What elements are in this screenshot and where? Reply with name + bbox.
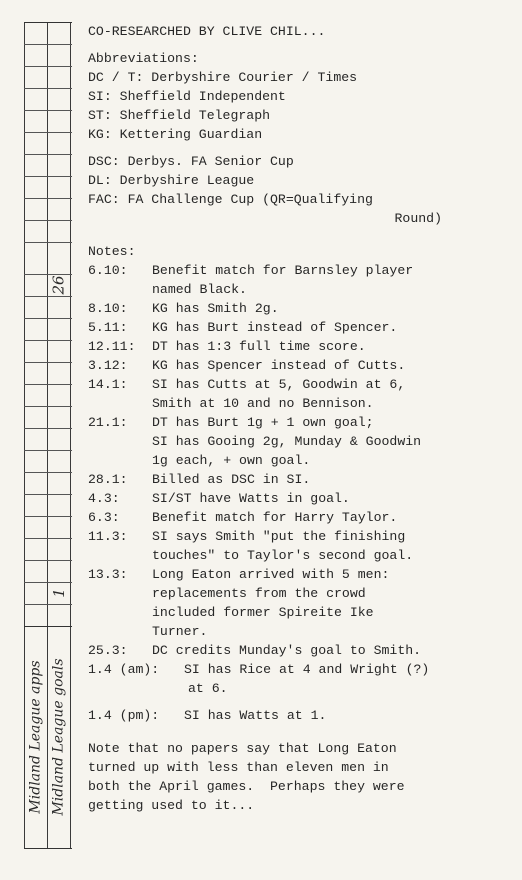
note-entry (88, 375, 508, 413)
note-text: KG has Smith 2g. (152, 301, 279, 316)
note-entry (88, 299, 508, 318)
note-date: 25.3: (88, 643, 128, 658)
note-date: 1.4 (pm): (88, 708, 160, 723)
grid-row-line (24, 538, 72, 539)
note-text: named Black. (152, 282, 247, 297)
note-date: 5.11: (88, 320, 128, 335)
abbrev-continuation: Round) (394, 211, 442, 226)
note-entry (88, 356, 508, 375)
abbrev-line: DL: Derbyshire League (88, 173, 255, 188)
grid-border-right (70, 22, 71, 848)
grid-row-line (24, 848, 72, 849)
note-text: touches" to Taylor's second goal. (152, 548, 414, 563)
typed-text (88, 22, 508, 815)
note-entry-am (88, 660, 508, 679)
note-entry (88, 413, 508, 470)
grid-row-line (24, 242, 72, 243)
closing-line: Note that no papers say that Long Eaton (88, 741, 397, 756)
closing-line: both the April games. Perhaps they were (88, 779, 405, 794)
goals-value-1: 1 (49, 588, 68, 598)
note-entry (88, 527, 508, 565)
note-text: at 6. (188, 681, 228, 696)
note-entry (88, 641, 508, 660)
note-text: DT has Burt 1g + 1 own goal; (152, 415, 374, 430)
closing-line: turned up with less than eleven men in (88, 760, 389, 775)
note-entry (88, 489, 508, 508)
note-text: replacements from the crowd (152, 586, 366, 601)
note-text: SI has Cutts at 5, Goodwin at 6, (152, 377, 406, 392)
note-text: Benefit match for Harry Taylor. (152, 510, 398, 525)
grid-row-line (24, 318, 72, 319)
abbrev-line: ST: Sheffield Telegraph (88, 108, 271, 123)
note-text: DC credits Munday's goal to Smith. (152, 643, 422, 658)
grid-row-line (24, 220, 72, 221)
note-entry (88, 318, 508, 337)
abbreviations-title: Abbreviations: (88, 51, 199, 66)
goals-cell-26 (47, 274, 70, 296)
note-text: KG has Burt instead of Spencer. (152, 320, 398, 335)
note-date: 6.3: (88, 510, 120, 525)
grid-row-line (24, 560, 72, 561)
goals-value-26: 26 (49, 275, 68, 295)
grid-row-line (24, 604, 72, 605)
note-text: SI says Smith "put the finishing (152, 529, 406, 544)
grid-row-line (24, 66, 72, 67)
note-date: 13.3: (88, 567, 128, 582)
note-entry (88, 565, 508, 641)
goals-cell-1 (47, 582, 70, 604)
note-text: SI has Watts at 1. (184, 708, 327, 723)
grid-row-line (24, 472, 72, 473)
note-text: SI has Rice at 4 and Wright (?) (184, 662, 430, 677)
note-text: SI has Gooing 2g, Munday & Goodwin (152, 434, 422, 449)
note-date: 21.1: (88, 415, 128, 430)
grid-row-line (24, 110, 72, 111)
note-date: 8.10: (88, 301, 128, 316)
note-date: 12.11: (88, 339, 136, 354)
apps-header-cell (24, 626, 47, 848)
note-text: Benefit match for Barnsley player (152, 263, 414, 278)
abbrev-line: SI: Sheffield Independent (88, 89, 286, 104)
stats-grid (24, 22, 72, 848)
note-date: 6.10: (88, 263, 128, 278)
grid-row-line (24, 384, 72, 385)
closing-line: getting used to it... (88, 798, 255, 813)
grid-row-line (24, 406, 72, 407)
grid-row-line (24, 494, 72, 495)
note-entry (88, 337, 508, 356)
abbrev-line: DC / T: Derbyshire Courier / Times (88, 70, 358, 85)
note-text: 1g each, + own goal. (152, 453, 311, 468)
note-entry (88, 470, 508, 489)
note-date: 14.1: (88, 377, 128, 392)
abbrev-line: KG: Kettering Guardian (88, 127, 263, 142)
grid-row-line (24, 198, 72, 199)
grid-row-line (24, 22, 72, 23)
grid-row-line (24, 428, 72, 429)
note-text: Billed as DSC in SI. (152, 472, 311, 487)
note-date: 3.12: (88, 358, 128, 373)
note-date: 1.4 (am): (88, 662, 160, 677)
grid-row-line (24, 296, 72, 297)
grid-row-line (24, 516, 72, 517)
note-text: Smith at 10 and no Bennison. (152, 396, 374, 411)
note-text: Long Eaton arrived with 5 men: (152, 567, 390, 582)
note-text: Turner. (152, 624, 208, 639)
grid-row-line (24, 340, 72, 341)
note-date: 11.3: (88, 529, 128, 544)
header-line: CO-RESEARCHED BY CLIVE CHIL... (88, 24, 326, 39)
note-entry (88, 261, 508, 299)
grid-row-line (24, 132, 72, 133)
notes-title: Notes: (88, 244, 136, 259)
abbrev-line: DSC: Derbys. FA Senior Cup (88, 154, 294, 169)
grid-row-line (24, 450, 72, 451)
abbrev-line: FAC: FA Challenge Cup (QR=Qualifying (88, 192, 373, 207)
goals-column-label: Midland League goals (50, 658, 67, 816)
note-text: KG has Spencer instead of Cutts. (152, 358, 406, 373)
grid-row-line (24, 88, 72, 89)
goals-header-cell (47, 626, 70, 848)
note-entry-pm (88, 706, 508, 725)
note-date: 4.3: (88, 491, 120, 506)
grid-row-line (24, 176, 72, 177)
note-text: DT has 1:3 full time score. (152, 339, 366, 354)
grid-row-line (24, 154, 72, 155)
grid-row-line (24, 362, 72, 363)
note-date: 28.1: (88, 472, 128, 487)
note-entry (88, 508, 508, 527)
apps-column-label: Midland League apps (27, 660, 44, 814)
note-text: SI/ST have Watts in goal. (152, 491, 350, 506)
grid-row-line (24, 44, 72, 45)
note-text: included former Spireite Ike (152, 605, 374, 620)
